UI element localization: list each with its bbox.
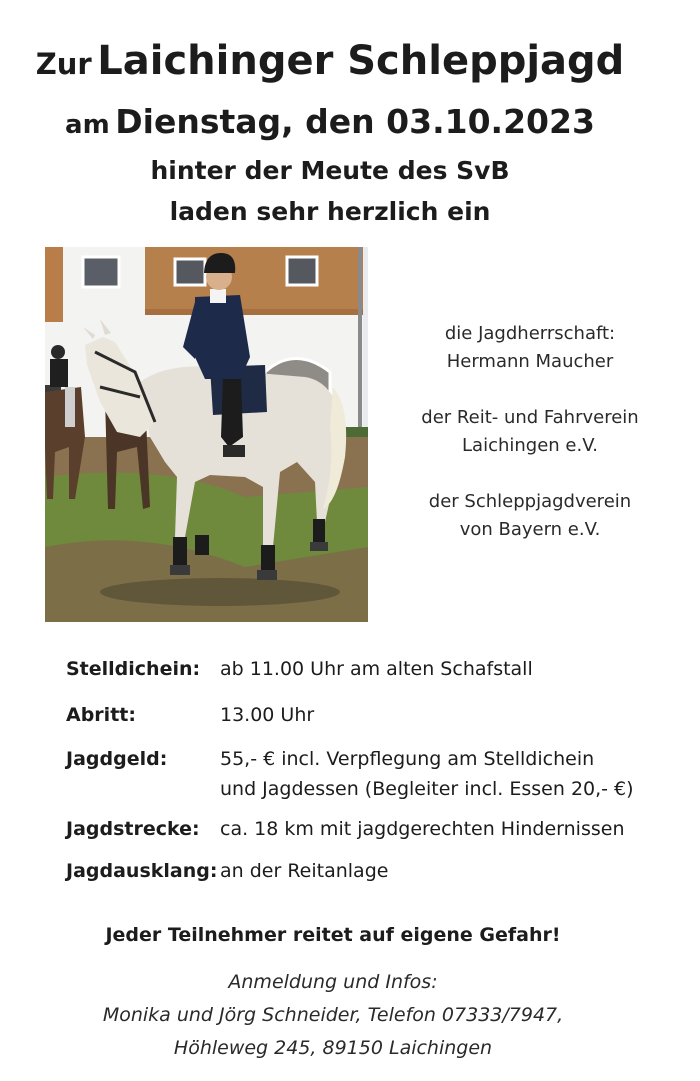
detail-row-route xyxy=(66,814,686,844)
event-details xyxy=(66,654,686,886)
title-prefix: Zur xyxy=(35,47,92,81)
detail-row-departure xyxy=(66,700,686,730)
hosts-block xyxy=(380,320,680,572)
host-name: Hermann Maucher xyxy=(446,351,614,372)
subtitle-2: laden sehr herzlich ein xyxy=(169,197,491,226)
host-riding-club xyxy=(380,404,680,460)
detail-row-closing xyxy=(66,856,686,886)
subtitle-1: hinter der Meute des SvB xyxy=(150,156,510,185)
rider-photo xyxy=(45,247,368,622)
detail-label: Stelldichein: xyxy=(66,658,201,680)
host-label: der Reit- und Fahrverein xyxy=(421,407,639,428)
event-title xyxy=(0,38,660,84)
detail-value: ca. 18 km mit jagdgerechten Hindernissen xyxy=(220,818,625,840)
host-name: von Bayern e.V. xyxy=(459,519,601,540)
detail-row-fee xyxy=(66,744,686,804)
host-drag-hunt-club xyxy=(380,488,680,544)
detail-label: Jagdstrecke: xyxy=(66,818,200,840)
detail-row-meet xyxy=(66,654,686,684)
event-date xyxy=(0,102,660,141)
host-hunt-master xyxy=(380,320,680,376)
date-main: Dienstag, den 03.10.2023 xyxy=(115,102,595,141)
detail-value: 13.00 Uhr xyxy=(220,704,315,726)
host-label: die Jagdherrschaft: xyxy=(444,323,616,344)
risk-warning: Jeder Teilnehmer reitet auf eigene Gefahr! xyxy=(105,924,561,946)
contact-heading: Anmeldung und Infos: xyxy=(228,971,438,993)
contact-names-phone: Monika und Jörg Schneider, Telefon 07333/7947, xyxy=(102,1004,564,1026)
title-main: Laichinger Schleppjagd xyxy=(97,38,625,84)
detail-value-continued: und Jagdessen (Begleiter incl. Essen 20,- €) xyxy=(220,778,634,800)
contact-info xyxy=(0,966,666,1065)
detail-label: Abritt: xyxy=(66,704,136,726)
detail-value: ab 11.00 Uhr am alten Schafstall xyxy=(220,658,533,680)
detail-value: 55,- € incl. Verpflegung am Stelldichein xyxy=(220,748,595,770)
date-prefix: am xyxy=(65,110,110,140)
detail-label: Jagdausklang: xyxy=(66,860,218,882)
host-label: der Schleppjagdverein xyxy=(428,491,632,512)
host-name: Laichingen e.V. xyxy=(462,435,598,456)
contact-address: Höhleweg 245, 89150 Laichingen xyxy=(173,1037,493,1059)
detail-value: an der Reitanlage xyxy=(220,860,389,882)
detail-label: Jagdgeld: xyxy=(66,748,168,770)
